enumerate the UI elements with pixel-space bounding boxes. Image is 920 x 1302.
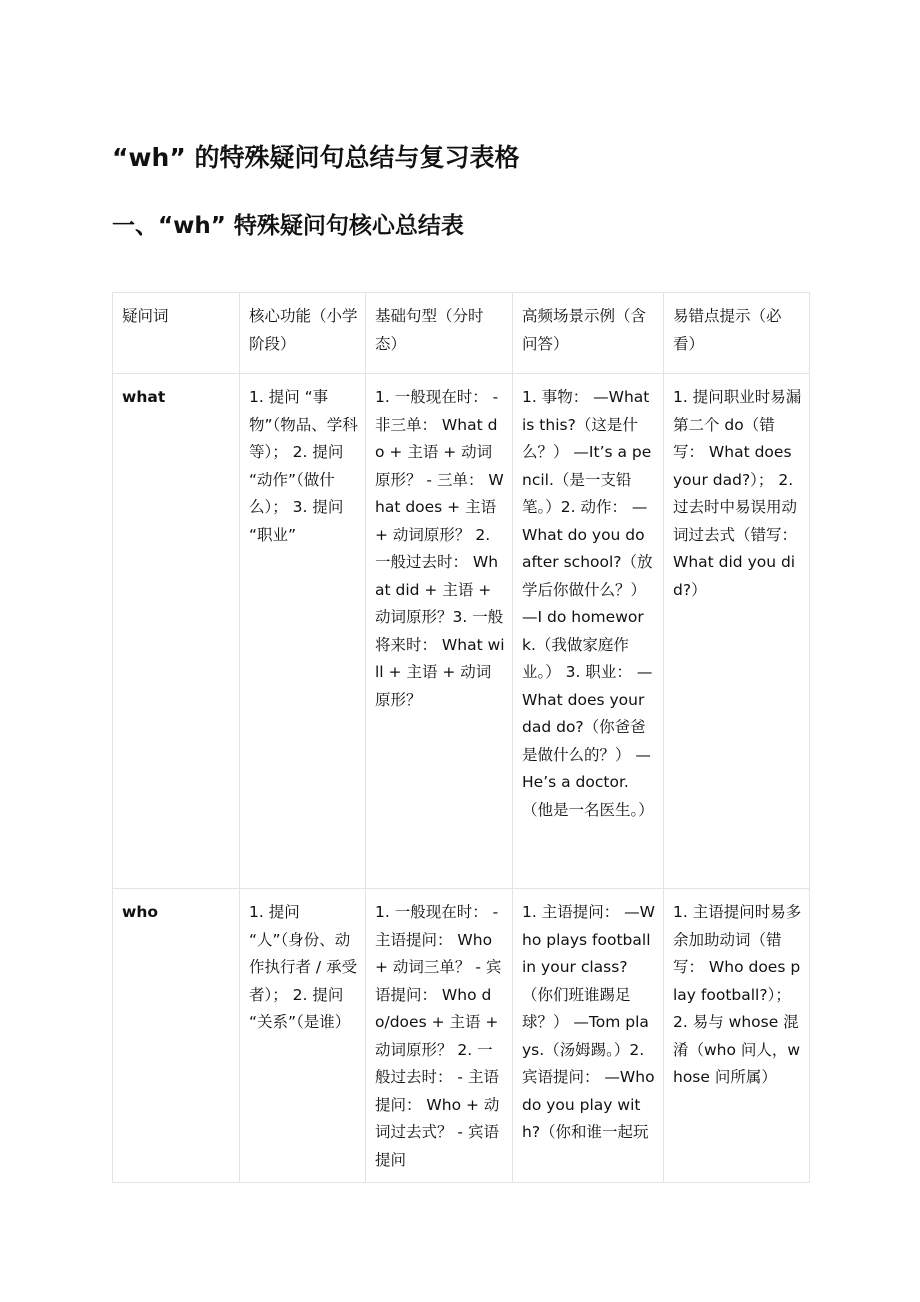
question-word-cell: who	[113, 889, 240, 1183]
table-header-row	[113, 293, 810, 374]
function-cell: 1. 提问 “事物”（物品、学科等）； 2. 提问 “动作”（做什么）； 3. 提问 “职业”	[240, 374, 366, 889]
wh-summary-table	[112, 292, 810, 1183]
tips-cell: 1. 提问职业时易漏第二个 do（错写： What does your dad?）； 2. 过去时中易误用动词过去式（错写： What did you did?）	[664, 374, 810, 889]
examples-cell: 1. 主语提问： —Who plays football in your class?（你们班谁踢足球？） —Tom plays.（汤姆踢。）2. 宾语提问： —Who do you play with?（你和谁一起玩	[513, 889, 664, 1183]
header-core-function: 核心功能（小学阶段）	[240, 293, 366, 374]
header-examples: 高频场景示例（含问答）	[513, 293, 664, 374]
header-question-word: 疑问词	[113, 293, 240, 374]
table-row	[113, 889, 810, 1183]
tips-cell: 1. 主语提问时易多余加助动词（错写： Who does play football?）； 2. 易与 whose 混淆（who 问人，whose 问所属）	[664, 889, 810, 1183]
question-word-cell: what	[113, 374, 240, 889]
section-title: 一、“wh” 特殊疑问句核心总结表	[112, 213, 464, 239]
header-basic-pattern: 基础句型（分时态）	[366, 293, 513, 374]
pattern-cell: 1. 一般现在时： - 非三单： What do + 主语 + 动词原形？ - 三单： What does + 主语 + 动词原形？ 2. 一般过去时： What did + 主语 + 动词原形？3. 一般将来时： What will + 主语 + 动词原形？	[366, 374, 513, 889]
table-row	[113, 374, 810, 889]
examples-cell: 1. 事物： —What is this?（这是什么？） —It’s a pencil.（是一支铅笔。）2. 动作： —What do you do after school?（放学后你做什么？） —I do homework.（我做家庭作业。） 3. 职业： —What does your dad do?（你爸爸是做什么的？） —He’s a doctor.（他是一名医生。）	[513, 374, 664, 889]
header-common-mistakes: 易错点提示（必看）	[664, 293, 810, 374]
document-title: “wh” 的特殊疑问句总结与复习表格	[112, 143, 520, 172]
pattern-cell: 1. 一般现在时： - 主语提问： Who + 动词三单？ - 宾语提问： Who do/does + 主语 + 动词原形？ 2. 一般过去时： - 主语提问： Who + 动词过去式？ - 宾语提问	[366, 889, 513, 1183]
function-cell: 1. 提问 “人”（身份、动作执行者 / 承受者）； 2. 提问 “关系”（是谁）	[240, 889, 366, 1183]
